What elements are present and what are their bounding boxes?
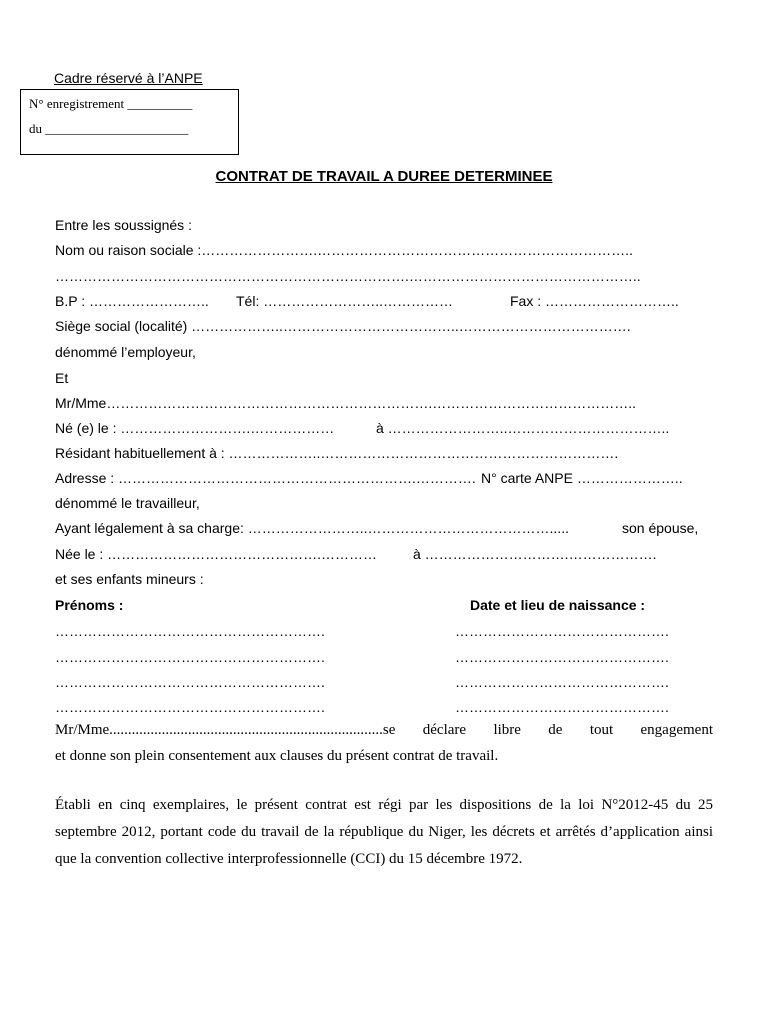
children-birth-field: ………………………………………. bbox=[455, 649, 669, 665]
employer-seat-field: Siège social (localité) ………………..………………………………..………………………………. bbox=[55, 318, 631, 334]
children-birth-header: Date et lieu de naissance : bbox=[470, 597, 646, 613]
registration-date-field: du ______________________ bbox=[29, 121, 189, 136]
children-firstname-field: …………………………………………………. bbox=[55, 674, 325, 690]
declaration-line-1: Mr/Mme.........................................................................se déclare libre de tout engagement bbox=[55, 722, 713, 738]
worker-name-field: Mr/Mme…………………………………………………………….…………………………………….. bbox=[55, 395, 636, 411]
declaration-line-2: et donne son plein consentement aux clauses du présent contrat de travail. bbox=[55, 748, 499, 764]
registration-number-field: N° enregistrement __________ bbox=[29, 96, 193, 111]
employer-designation: dénommé l’employeur, bbox=[55, 344, 196, 360]
employer-name-field-continued: ………………………………………………………………….………………………………………….. bbox=[55, 268, 641, 284]
worker-designation: dénommé le travailleur, bbox=[55, 495, 200, 511]
worker-anpe-card-field: N° carte ANPE ………………….. bbox=[481, 470, 683, 486]
conjunction-et: Et bbox=[55, 370, 69, 386]
children-firstname-field: …………………………………………………. bbox=[55, 649, 325, 665]
worker-address-field: Adresse : ……………………………………………………….…………. bbox=[55, 470, 476, 486]
children-birth-field: ………………………………………. bbox=[455, 699, 669, 715]
document-title: CONTRAT DE TRAVAIL A DUREE DETERMINEE bbox=[215, 168, 553, 185]
children-intro: et ses enfants mineurs : bbox=[55, 571, 204, 587]
spouse-birthplace-field: à ………………………….………………. bbox=[413, 546, 657, 562]
children-birth-field: ………………………………………. bbox=[455, 623, 669, 639]
worker-birthdate-field: Né (e) le : ……………………….……………… bbox=[55, 420, 335, 436]
employer-bp-field: B.P : …………………….. bbox=[55, 293, 209, 309]
children-firstname-header: Prénoms : bbox=[55, 597, 124, 613]
dependents-field: Ayant légalement à sa charge: ……………………..…………………………………..... bbox=[55, 520, 569, 536]
employer-tel-field: Tél: ……………………..…………… bbox=[236, 293, 454, 309]
dependents-spouse-label: son épouse, bbox=[622, 520, 699, 536]
children-firstname-field: …………………………………………………. bbox=[55, 623, 325, 639]
spouse-birthdate-field: Née le : ……………………………………….………… bbox=[55, 546, 378, 562]
anpe-box-caption: Cadre réservé à l’ANPE bbox=[54, 70, 203, 86]
worker-residence-field: Résidant habituellement à : ………………..………………………………………………………. bbox=[55, 445, 619, 461]
anpe-reserved-box bbox=[20, 89, 239, 155]
employer-name-field: Nom ou raison sociale :…………………….………………………………………………………….. bbox=[55, 242, 633, 258]
legal-basis-paragraph: Établi en cinq exemplaires, le présent contrat est régi par les dispositions de la loi N°2012-45 du 25 septembre 2012, portant code du travail de la république du Niger, les décrets et arrêtés d’application ainsi que la convention collective interprofessionnelle (CCI) du 15 décembre 1972. bbox=[55, 797, 713, 867]
children-firstname-field: …………………………………………………. bbox=[55, 699, 325, 715]
worker-birthplace-field: à ……………………..…………………………….. bbox=[376, 420, 670, 436]
employer-fax-field: Fax : ……………………….. bbox=[510, 293, 679, 309]
parties-intro: Entre les soussignés : bbox=[55, 217, 192, 233]
children-birth-field: ………………………………………. bbox=[455, 674, 669, 690]
